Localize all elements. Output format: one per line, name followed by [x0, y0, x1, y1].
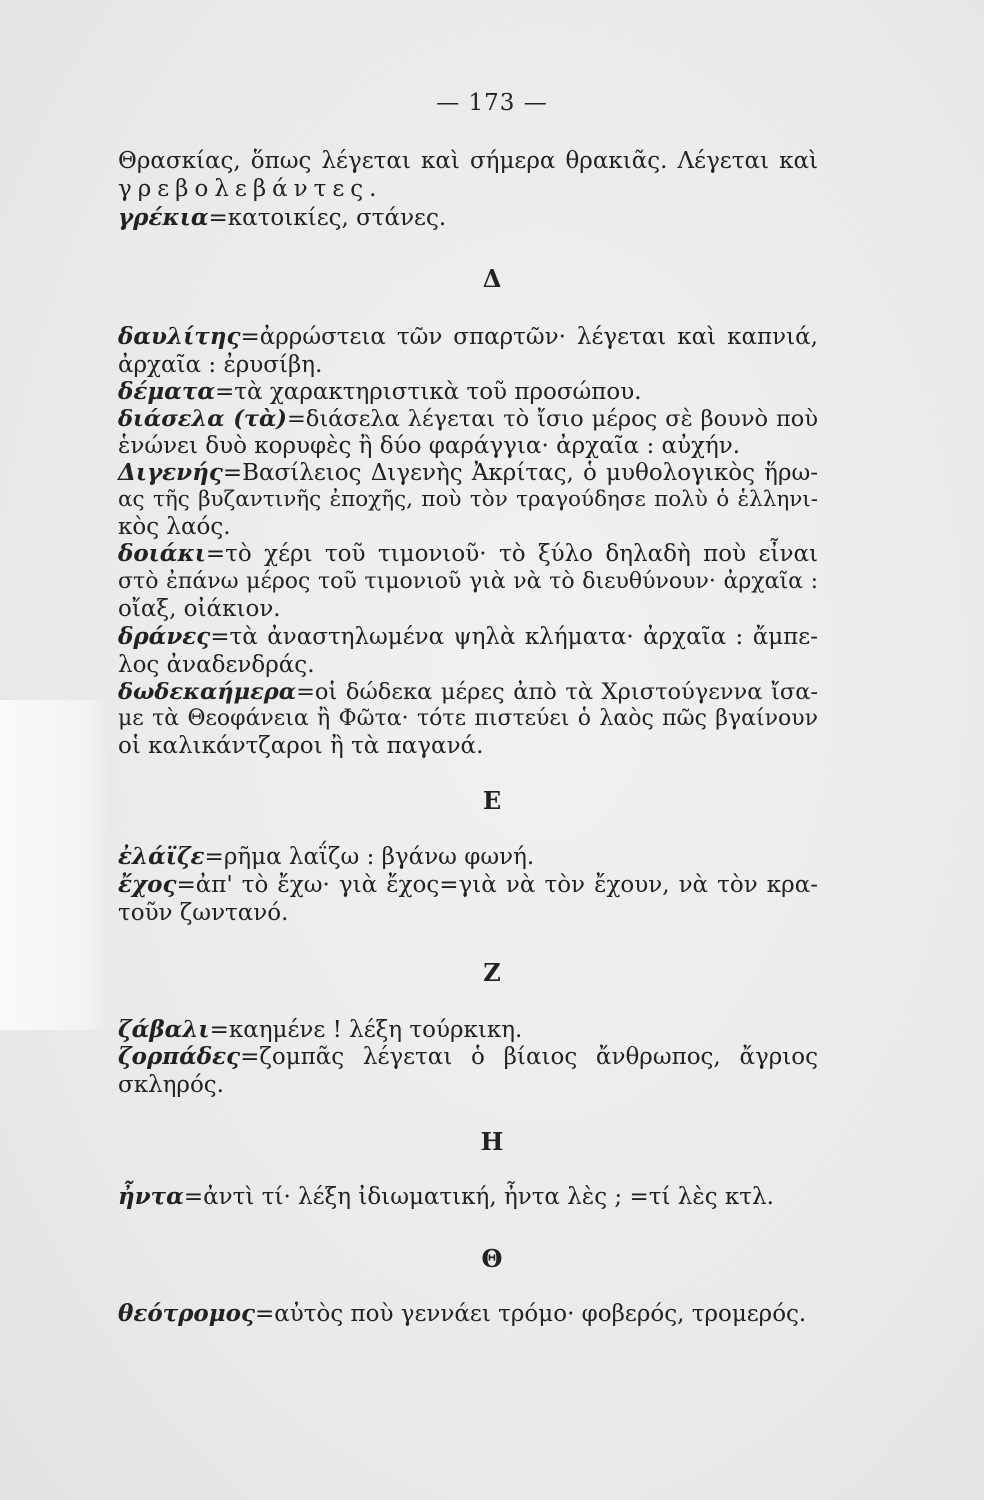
entry-line	[118, 377, 818, 407]
headword: γρέκια	[118, 204, 209, 231]
text-line: λος ἀναδενδράς.	[118, 652, 315, 678]
text-line: σκληρός.	[118, 1072, 224, 1098]
entry-line	[118, 458, 818, 488]
text-line: οἱ καλικάντζαροι ἢ τὰ παγανά.	[118, 733, 484, 759]
headword: ἐλάϊζε	[118, 843, 205, 870]
text-line: γρεβολεβάντες.	[118, 176, 383, 202]
definition: =κατοικίες, στάνες.	[208, 205, 447, 231]
text-line: ας τῆς βυζαντινῆς ἐποχῆς, ποὺ τὸν τραγούδησε πολὺ ὁ ἑλληνι-	[118, 487, 818, 512]
entry-line	[118, 842, 818, 872]
definition: =διάσελα λέγεται τὸ ἴσιο μέρος σὲ βουνὸ ποὺ	[286, 406, 818, 432]
headword: θεότρομος	[118, 1300, 255, 1327]
section-heading-epsilon: Ε	[482, 786, 502, 815]
text-line: στὸ ἐπάνω μέρος τοῦ τιμονιοῦ γιὰ νὰ τὸ διευθύνουν· ἀρχαῖα :	[118, 569, 818, 594]
definition: =ἀπ' τὸ ἔχω· γιὰ ἔχος=γιὰ νὰ τὸν ἔχουν, νὰ τὸν κρα-	[176, 872, 818, 898]
entry-line	[118, 1299, 818, 1329]
section-heading-zeta: Ζ	[483, 958, 501, 987]
entry-line	[118, 404, 818, 434]
headword: ἔχος	[118, 871, 177, 898]
headword: δαυλίτης	[118, 323, 241, 350]
entry-line	[118, 677, 818, 707]
definition: =ἀρρώστεια τῶν σπαρτῶν· λέγεται καὶ καπνιά,	[240, 324, 818, 350]
definition: =οἱ δώδεκα μέρες ἀπὸ τὰ Χριστούγεννα ἴσα-	[296, 679, 818, 705]
section-heading-eta: Η	[480, 1127, 504, 1156]
text-line: κὸς λαός.	[118, 514, 231, 540]
headword: ζορπάδες	[118, 1043, 241, 1070]
headword: δράνες	[118, 623, 211, 650]
entry-line	[118, 203, 818, 233]
entry-line	[118, 1042, 818, 1072]
text-line: Θρασκίας, ὅπως λέγεται καὶ σήμερα θρακιᾶς. Λέγεται καὶ	[118, 148, 818, 174]
entry-line	[118, 539, 818, 569]
entry-line	[118, 1182, 818, 1212]
headword: ἦντα	[118, 1183, 184, 1210]
headword: διάσελα (τὰ)	[118, 406, 287, 432]
text-line: ἑνώνει δυὸ κορυφὲς ἢ δύο φαράγγια· ἀρχαῖα : αὐχήν.	[118, 433, 741, 459]
entry-line	[118, 1015, 818, 1045]
text-line: τοῦν ζωντανό.	[118, 900, 289, 926]
definition: =ζομπᾶς λέγεται ὁ βίαιος ἄνθρωπος, ἄγριος	[240, 1044, 818, 1070]
definition: =τὰ χαρακτηριστικὰ τοῦ προσώπου.	[215, 379, 642, 405]
section-heading-delta: Δ	[482, 264, 502, 293]
page-number: — 173 —	[436, 90, 548, 116]
definition: =αὐτὸς ποὺ γεννάει τρόμο· φοβερός, τρομερός.	[254, 1301, 807, 1327]
text-line: οἴαξ, οἰάκιον.	[118, 596, 281, 622]
definition: =καημένε ! λέξη τούρκικη.	[209, 1017, 523, 1043]
text-line: με τὰ Θεοφάνεια ἢ Φῶτα· τότε πιστεύει ὁ λαὸς πῶς βγαίνουν	[118, 706, 818, 731]
headword: δωδεκαήμερα	[118, 679, 297, 705]
headword: Διγενής	[118, 459, 223, 486]
entry-line	[118, 622, 818, 652]
definition: =Βασίλειος Διγενὴς Ἀκρίτας, ὁ μυθολογικὸς ἥρω-	[222, 460, 818, 486]
headword: δέματα	[118, 378, 216, 405]
entry-line	[118, 870, 818, 900]
definition: =ρῆμα λαΐζω : βγάνω φωνή.	[204, 844, 535, 870]
definition: =ἀντὶ τί· λέξη ἰδιωματική, ἦντα λὲς ; =τί λὲς κτλ.	[183, 1184, 774, 1210]
section-heading-theta: Θ	[481, 1244, 503, 1273]
headword: ζάβαλι	[118, 1016, 210, 1043]
definition: =τὰ ἀναστηλωμένα ψηλὰ κλήματα· ἀρχαῖα : ἄμπε-	[210, 624, 818, 650]
text-line: ἀρχαῖα : ἐρυσίβη.	[118, 352, 323, 378]
entry-line	[118, 322, 818, 352]
headword: δοιάκι	[118, 540, 206, 567]
definition: =τὸ χέρι τοῦ τιμονιοῦ· τὸ ξύλο δηλαδὴ ποὺ εἶναι	[205, 541, 818, 567]
